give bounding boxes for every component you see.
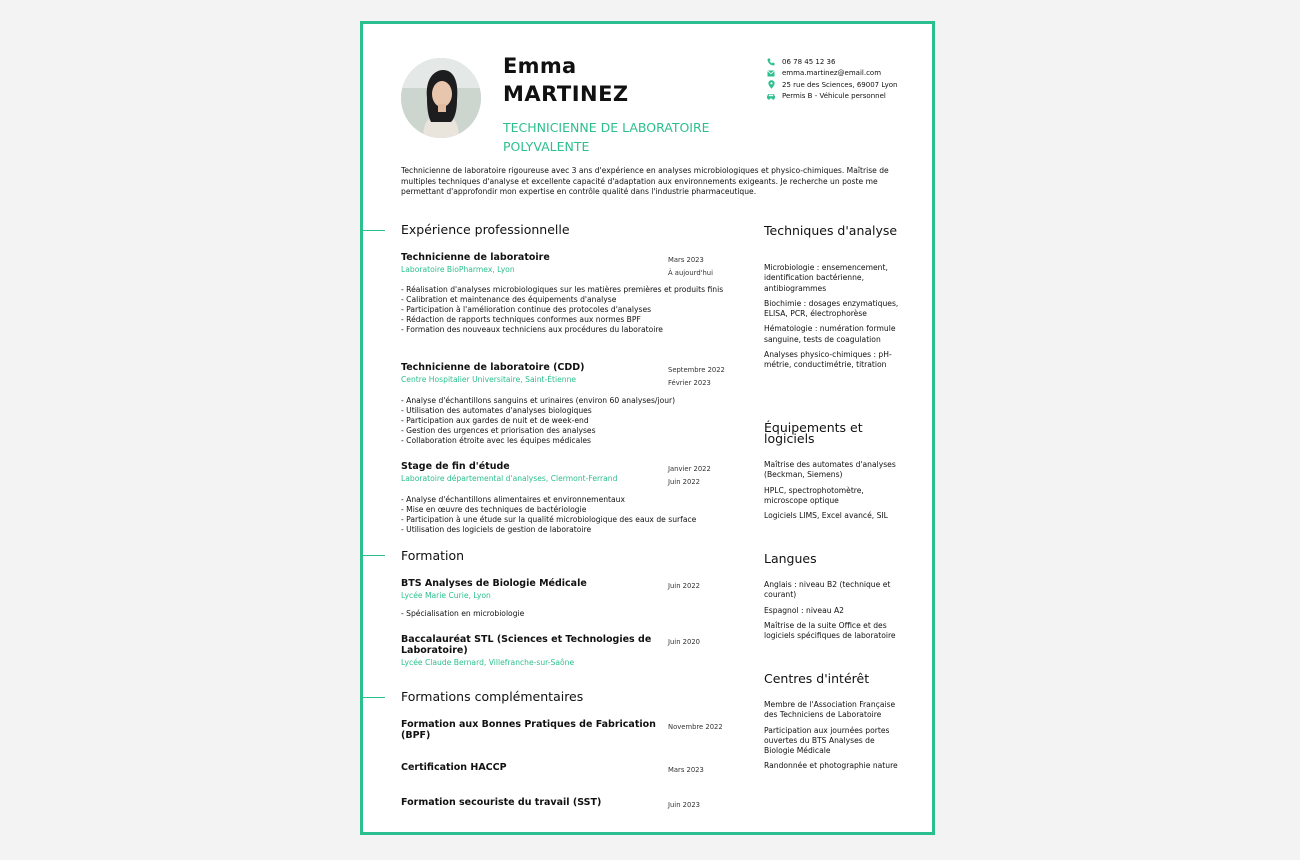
equipment-heading: Équipements et logiciels (764, 420, 863, 446)
experience-2-org: Centre Hospitalier Universitaire, Saint-Étienne (401, 375, 577, 384)
languages-heading: Langues (764, 551, 817, 566)
training-3-title: Formation secouriste du travail (SST) (401, 797, 602, 808)
training-3-date: Juin 2023 (668, 801, 700, 809)
education-1-bullets (401, 609, 736, 619)
contact-email-text: emma.martinez@email.com (782, 69, 882, 78)
education-2-title: Baccalauréat STL (Sciences et Technologies de Laboratoire) (401, 634, 652, 656)
training-1-title: Formation aux Bonnes Pratiques de Fabrication (BPF) (401, 719, 656, 741)
list-item: Espagnol : niveau A2 (764, 605, 844, 615)
techniques-heading: Techniques d'analyse (764, 223, 898, 238)
bullet: - Mise en œuvre des techniques de bactériologie (401, 505, 587, 514)
training-2-date: Mars 2023 (668, 766, 704, 774)
experience-2-bullets (401, 396, 736, 446)
education-1-date: Juin 2022 (668, 582, 700, 590)
experience-heading: Expérience professionnelle (401, 222, 570, 237)
car-icon (766, 91, 776, 101)
list-item: Microbiologie : ensemencement, identification bactérienne, antibiogrammes (764, 263, 888, 293)
section-divider (363, 697, 385, 698)
experience-3-org: Laboratoire départemental d'analyses, Clermont-Ferrand (401, 474, 618, 483)
contact-address-text: 25 rue des Sciences, 69007 Lyon (782, 80, 898, 89)
education-2-org: Lycée Claude Bernard, Villefranche-sur-Saône (401, 658, 575, 667)
interests-list (764, 700, 906, 777)
experience-3-date-end: Juin 2022 (668, 477, 700, 486)
experience-2-dates (668, 364, 725, 389)
experience-3-bullets (401, 495, 736, 535)
experience-1-bullets (401, 285, 736, 335)
contact-phone[interactable] (766, 56, 926, 68)
section-divider (363, 555, 385, 556)
experience-1-date-start: Mars 2023 (668, 256, 704, 264)
bullet: - Participation aux gardes de nuit et de week-end (401, 416, 589, 425)
location-icon (766, 80, 776, 90)
training-heading: Formations complémentaires (401, 689, 584, 704)
mail-icon (766, 68, 776, 78)
section-divider (363, 230, 385, 231)
contact-license-text: Permis B - Véhicule personnel (782, 92, 886, 101)
list-item: Randonnée et photographie nature (764, 761, 898, 771)
bullet: - Gestion des urgences et priorisation des analyses (401, 426, 596, 435)
bullet: - Collaboration étroite avec les équipes médicales (401, 436, 592, 445)
bullet: - Analyse d'échantillons alimentaires et environnementaux (401, 495, 625, 504)
contact-license (766, 91, 926, 103)
bullet: - Spécialisation en microbiologie (401, 609, 525, 618)
contact-email[interactable] (766, 68, 926, 80)
experience-1-date-end: À aujourd'hui (668, 268, 713, 277)
bullet: - Utilisation des logiciels de gestion de laboratoire (401, 525, 592, 534)
list-item: Maîtrise des automates d'analyses (Beckman, Siemens) (764, 460, 896, 480)
interests-heading: Centres d'intérêt (764, 671, 870, 686)
experience-3-date-start: Janvier 2022 (668, 465, 711, 473)
experience-1-org: Laboratoire BioPharmex, Lyon (401, 265, 515, 274)
list-item: Membre de l'Association Française des Techniciens de Laboratoire (764, 700, 896, 720)
experience-1-title: Technicienne de laboratoire (401, 252, 550, 263)
experience-2-date-start: Septembre 2022 (668, 366, 725, 374)
languages-list (764, 580, 906, 646)
bullet: - Rédaction de rapports techniques conformes aux normes BPF (401, 315, 641, 324)
list-item: Hématologie : numération formule sanguine, tests de coagulation (764, 324, 896, 344)
bullet: - Participation à l'amélioration continue des protocoles d'analyses (401, 305, 652, 314)
bullet: - Formation des nouveaux techniciens aux procédures du laboratoire (401, 325, 663, 334)
training-1-date: Novembre 2022 (668, 723, 723, 731)
phone-icon (766, 57, 776, 67)
bullet: - Calibration et maintenance des équipements d'analyse (401, 295, 617, 304)
education-heading: Formation (401, 548, 465, 563)
bullet: - Participation à une étude sur la qualité microbiologique des eaux de surface (401, 515, 697, 524)
list-item: Participation aux journées portes ouvertes du BTS Analyses de Biologie Médicale (764, 725, 890, 756)
experience-1-dates (668, 254, 713, 279)
techniques-list (764, 263, 906, 376)
education-1-title: BTS Analyses de Biologie Médicale (401, 578, 587, 589)
contact-block (766, 56, 926, 102)
last-name: MARTINEZ (503, 82, 629, 106)
education-2-date: Juin 2020 (668, 638, 700, 646)
profile-summary: Technicienne de laboratoire rigoureuse avec 3 ans d'expérience en analyses microbiologiques et physico-chimiques. Maîtrise de multiples techniques d'analyse et excellente capacité d'adaptation aux environnements exigeants. Je recherche un poste me permettant d'approfondir mon expertise en contrôle qualité dans l'industrie pharmaceutique. (401, 166, 889, 196)
job-title: TECHNICIENNE DE LABORATOIRE POLYVALENTE (503, 120, 710, 154)
experience-2-date-end: Février 2023 (668, 378, 711, 387)
list-item: Biochimie : dosages enzymatiques, ELISA, PCR, électrophorèse (764, 298, 899, 319)
equipment-list (764, 460, 906, 526)
education-1-org: Lycée Marie Curie, Lyon (401, 591, 491, 600)
training-2-title: Certification HACCP (401, 762, 507, 773)
list-item: HPLC, spectrophotomètre, microscope optique (764, 485, 864, 505)
first-name: Emma (503, 54, 577, 78)
contact-phone-text: 06 78 45 12 36 (782, 57, 836, 66)
profile-photo (401, 58, 481, 138)
bullet: - Utilisation des automates d'analyses biologiques (401, 406, 592, 415)
list-item: Anglais : niveau B2 (technique et courant) (764, 580, 891, 600)
experience-2-title: Technicienne de laboratoire (CDD) (401, 362, 585, 373)
resume-page (360, 21, 935, 835)
experience-3-title: Stage de fin d'étude (401, 461, 510, 472)
list-item: Logiciels LIMS, Excel avancé, SIL (764, 511, 888, 521)
bullet: - Réalisation d'analyses microbiologiques sur les matières premières et produits finis (401, 285, 724, 294)
contact-address (766, 79, 926, 91)
list-item: Analyses physico-chimiques : pH-métrie, conductimétrie, titration (764, 350, 892, 370)
experience-3-dates (668, 463, 711, 488)
bullet: - Analyse d'échantillons sanguins et urinaires (environ 60 analyses/jour) (401, 396, 676, 405)
list-item: Maîtrise de la suite Office et des logiciels spécifiques de laboratoire (764, 620, 896, 641)
